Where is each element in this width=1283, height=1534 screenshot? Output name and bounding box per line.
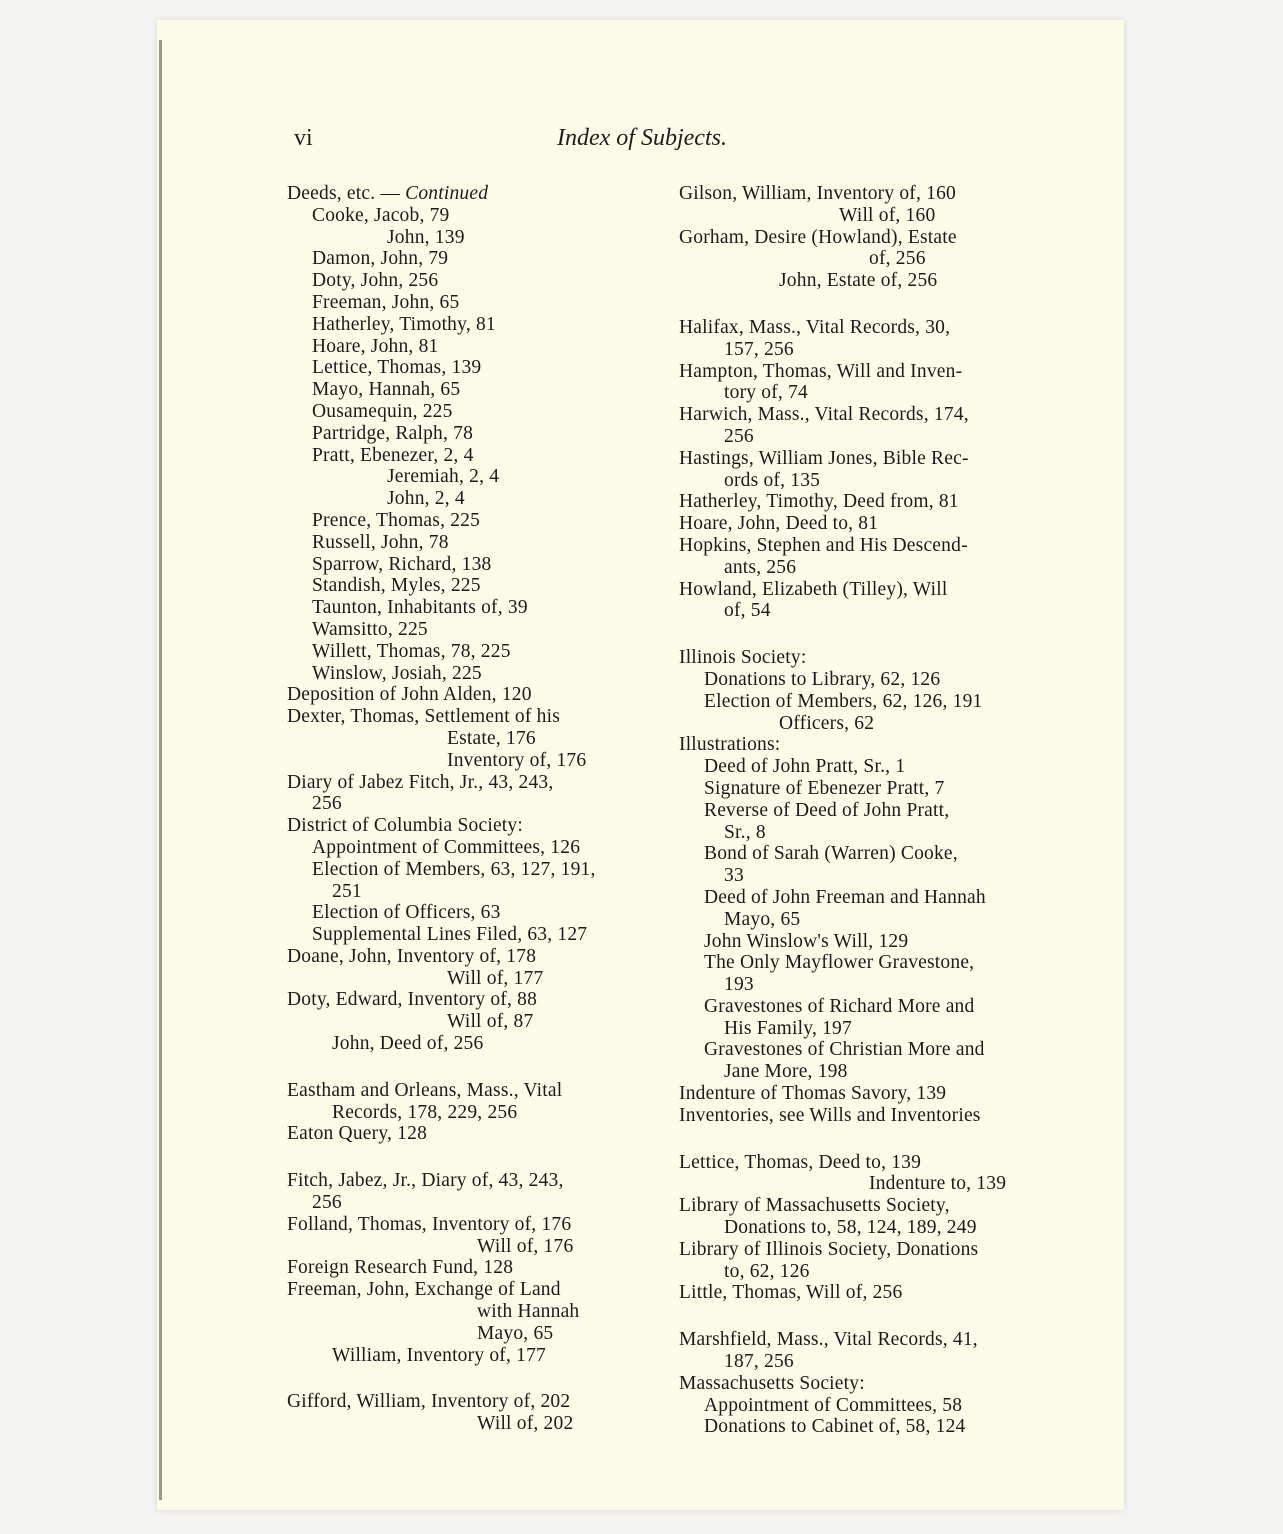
entry-gap — [679, 292, 1044, 317]
index-entry — [679, 227, 1044, 249]
index-entry-text: of, 54 — [724, 600, 771, 622]
index-entry — [287, 859, 652, 881]
index-entry-text: 33 — [724, 865, 744, 887]
index-entry — [679, 800, 1044, 822]
index-entry — [287, 1123, 652, 1145]
index-entry — [679, 535, 1044, 557]
index-entry-text: Eastham and Orleans, Mass., Vital — [287, 1079, 563, 1101]
index-entry-text: Will of, 177 — [447, 967, 544, 989]
index-entry-text: 256 — [312, 793, 342, 815]
index-entry — [287, 1391, 652, 1413]
index-entry-text: Halifax, Mass., Vital Records, 30, — [679, 316, 951, 338]
index-entry — [287, 270, 652, 292]
index-entry — [287, 597, 652, 619]
index-entry — [287, 684, 652, 706]
index-entry-text: Donations to Cabinet of, 58, 124 — [704, 1416, 966, 1438]
index-entry — [679, 1373, 1044, 1395]
index-entry-text: Foreign Research Fund, 128 — [287, 1257, 514, 1279]
index-entry-text: Reverse of Deed of John Pratt, — [704, 799, 950, 821]
index-entry — [287, 554, 652, 576]
index-entry-text: Inventory of, 176 — [447, 749, 587, 771]
index-entry-text: John, Estate of, 256 — [779, 270, 938, 292]
index-entry-text: Harwich, Mass., Vital Records, 174, — [679, 404, 969, 426]
index-entry — [287, 336, 652, 358]
index-entry-text: Howland, Elizabeth (Tilley), Will — [679, 578, 948, 600]
index-entry-text: Wamsitto, 225 — [312, 618, 428, 640]
index-entry-text: Standish, Myles, 225 — [312, 575, 481, 597]
index-entry-text: Lettice, Thomas, Deed to, 139 — [679, 1151, 922, 1173]
index-entry — [287, 532, 652, 554]
index-entry — [287, 706, 652, 728]
index-entry-text: Taunton, Inhabitants of, 39 — [312, 597, 528, 619]
index-entry — [679, 183, 1044, 205]
index-entry — [287, 445, 652, 467]
index-entry-text: John, Deed of, 256 — [332, 1033, 484, 1055]
index-entry-text: Election of Officers, 63 — [312, 902, 501, 924]
index-entry — [287, 1102, 652, 1124]
index-entry-text: Marshfield, Mass., Vital Records, 41, — [679, 1329, 978, 1351]
index-entry — [287, 1257, 652, 1279]
index-entry — [679, 1416, 1044, 1438]
index-entry — [679, 996, 1044, 1018]
index-entry-text: Fitch, Jabez, Jr., Diary of, 43, 243, — [287, 1170, 564, 1192]
index-entry — [287, 1323, 652, 1345]
index-entry — [679, 1261, 1044, 1283]
index-entry-text: Election of Members, 63, 127, 191, — [312, 858, 596, 880]
index-entry-text: Donations to, 58, 124, 189, 249 — [724, 1217, 977, 1239]
index-entry-text: Officers, 62 — [779, 712, 875, 734]
index-entry — [287, 989, 652, 1011]
index-entry-text: Doty, Edward, Inventory of, 88 — [287, 989, 538, 1011]
index-entry-text: Indenture to, 139 — [869, 1173, 1007, 1195]
index-entry — [287, 1214, 652, 1236]
index-entry-text: Cooke, Jacob, 79 — [312, 204, 450, 226]
index-entry — [679, 669, 1044, 691]
index-entry — [679, 1239, 1044, 1261]
index-entry-text: Will of, 202 — [477, 1413, 574, 1435]
index-entry-text: Willett, Thomas, 78, 225 — [312, 640, 511, 662]
index-entry — [679, 1083, 1044, 1105]
index-entry-text: Ousamequin, 225 — [312, 400, 453, 422]
index-entry-text: tory of, 74 — [724, 382, 808, 404]
index-entry — [679, 1173, 1044, 1195]
index-entry — [287, 641, 652, 663]
index-entry — [679, 734, 1044, 756]
index-entry-text: Will of, 176 — [477, 1235, 574, 1257]
index-entry — [287, 423, 652, 445]
index-entry — [287, 466, 652, 488]
index-entry-text: to, 62, 126 — [724, 1260, 810, 1282]
index-entry — [679, 205, 1044, 227]
index-entry — [287, 205, 652, 227]
entry-gap — [287, 1055, 652, 1080]
index-entry — [287, 837, 652, 859]
index-entry-text: Deed of John Pratt, Sr., 1 — [704, 756, 906, 778]
index-entry-text: ants, 256 — [724, 556, 797, 578]
index-entry — [679, 1217, 1044, 1239]
index-entry — [679, 470, 1044, 492]
index-entry — [679, 404, 1044, 426]
index-entry — [287, 1192, 652, 1214]
index-entry-text: District of Columbia Society: — [287, 815, 523, 837]
index-entry — [287, 663, 652, 685]
index-entry — [287, 772, 652, 794]
index-entry-text: Will of, 160 — [839, 204, 936, 226]
index-column-left — [287, 183, 652, 1435]
index-entry — [679, 909, 1044, 931]
index-entry — [287, 924, 652, 946]
index-entry — [287, 1170, 652, 1192]
index-entry-text: Sr., 8 — [724, 821, 766, 843]
entry-gap — [679, 1304, 1044, 1329]
index-entry — [287, 1080, 652, 1102]
index-entry — [679, 691, 1044, 713]
index-entry — [679, 1018, 1044, 1040]
index-entry — [287, 815, 652, 837]
index-entry-text: Hastings, William Jones, Bible Rec- — [679, 447, 969, 469]
index-entry — [679, 1039, 1044, 1061]
index-entry — [287, 379, 652, 401]
index-entry — [679, 600, 1044, 622]
index-entry-text: Mayo, Hannah, 65 — [312, 379, 461, 401]
index-entry — [679, 756, 1044, 778]
continued-label: Continued — [405, 183, 489, 204]
index-entry-text: Damon, John, 79 — [312, 248, 449, 270]
page-number: vi — [294, 125, 313, 151]
index-entry-text: Hampton, Thomas, Will and Inven- — [679, 360, 963, 382]
index-entry-text: Pratt, Ebenezer, 2, 4 — [312, 444, 474, 466]
index-entry — [287, 248, 652, 270]
index-entry — [679, 778, 1044, 800]
index-entry — [287, 183, 652, 205]
index-entry — [287, 1236, 652, 1258]
index-entry — [287, 968, 652, 990]
index-entry-text: Russell, John, 78 — [312, 531, 449, 553]
index-entry — [287, 401, 652, 423]
index-entry — [679, 713, 1044, 735]
index-entry — [679, 579, 1044, 601]
index-entry — [679, 248, 1044, 270]
index-entry — [679, 361, 1044, 383]
index-entry — [287, 292, 652, 314]
index-entry — [679, 1282, 1044, 1304]
book-page — [157, 20, 1124, 1510]
entry-gap — [287, 1145, 652, 1170]
index-entry-text: 187, 256 — [724, 1351, 794, 1373]
entry-gap — [679, 622, 1044, 647]
index-entry-text: Jane More, 198 — [724, 1061, 848, 1083]
index-entry-text: Estate, 176 — [447, 727, 536, 749]
index-entry-text: Freeman, John, Exchange of Land — [287, 1279, 561, 1301]
index-entry-text: Folland, Thomas, Inventory of, 176 — [287, 1213, 572, 1235]
page-title: Index of Subjects. — [557, 125, 727, 151]
index-entry-text: Gravestones of Richard More and — [704, 995, 975, 1017]
index-entry-text: Bond of Sarah (Warren) Cooke, — [704, 843, 958, 865]
index-entry-text: 157, 256 — [724, 338, 794, 360]
index-entry-text: Sparrow, Richard, 138 — [312, 553, 492, 575]
index-entry — [679, 887, 1044, 909]
index-entry — [287, 314, 652, 336]
index-entry-text: with Hannah — [477, 1301, 580, 1323]
index-entry-text: 256 — [312, 1192, 342, 1214]
index-entry — [287, 1413, 652, 1435]
index-entry-text: Doty, John, 256 — [312, 270, 439, 292]
index-entry-text: Lettice, Thomas, 139 — [312, 357, 482, 379]
index-entry-text: Library of Illinois Society, Donations — [679, 1238, 979, 1260]
index-entry-text: Gravestones of Christian More and — [704, 1039, 985, 1061]
index-entry-text: Winslow, Josiah, 225 — [312, 662, 482, 684]
index-entry-text: Jeremiah, 2, 4 — [387, 466, 500, 488]
index-entry — [679, 1329, 1044, 1351]
index-entry — [679, 317, 1044, 339]
index-entry — [287, 1301, 652, 1323]
index-entry — [287, 510, 652, 532]
index-entry — [287, 575, 652, 597]
index-entry-text: Gifford, William, Inventory of, 202 — [287, 1391, 571, 1413]
index-entry-text: Little, Thomas, Will of, 256 — [679, 1282, 903, 1304]
index-entry — [679, 1061, 1044, 1083]
running-header — [157, 120, 1124, 156]
index-entry — [679, 952, 1044, 974]
index-entry-text: Gilson, William, Inventory of, 160 — [679, 183, 957, 204]
index-entry — [679, 339, 1044, 361]
index-entry — [679, 1351, 1044, 1373]
index-entry-text: Prence, Thomas, 225 — [312, 509, 481, 531]
index-entry — [679, 513, 1044, 535]
index-entry-text: Hatherley, Timothy, Deed from, 81 — [679, 491, 959, 513]
index-entry — [679, 647, 1044, 669]
index-entry — [679, 426, 1044, 448]
index-entry-text: Diary of Jabez Fitch, Jr., 43, 243, — [287, 771, 554, 793]
index-entry-text: 251 — [332, 880, 362, 902]
index-entry-text: Partridge, Ralph, 78 — [312, 422, 474, 444]
index-column-right — [679, 183, 1044, 1438]
index-entry-text: Library of Massachusetts Society, — [679, 1195, 950, 1217]
index-entry — [287, 1345, 652, 1367]
index-entry — [679, 491, 1044, 513]
index-entry-text: John Winslow's Will, 129 — [704, 930, 909, 952]
index-entry — [679, 1195, 1044, 1217]
index-entry-text: of, 256 — [869, 248, 926, 270]
index-entry — [679, 448, 1044, 470]
index-entry-text: Will of, 87 — [447, 1011, 534, 1033]
index-entry-text: Deed of John Freeman and Hannah — [704, 886, 986, 908]
index-entry — [679, 1152, 1044, 1174]
index-entry-text: His Family, 197 — [724, 1017, 852, 1039]
index-entry — [287, 793, 652, 815]
index-entry-text: John, 139 — [387, 226, 465, 248]
index-entry — [287, 881, 652, 903]
index-entry — [679, 974, 1044, 996]
index-entry-text: Hoare, John, 81 — [312, 335, 439, 357]
index-entry — [287, 1279, 652, 1301]
index-entry-text: Eaton Query, 128 — [287, 1123, 428, 1145]
index-entry-text: Election of Members, 62, 126, 191 — [704, 690, 983, 712]
index-entry-text: Mayo, 65 — [724, 908, 801, 930]
index-entry — [679, 1395, 1044, 1417]
index-entry — [287, 1033, 652, 1055]
entry-gap — [679, 1127, 1044, 1152]
index-entry-text: Supplemental Lines Filed, 63, 127 — [312, 924, 588, 946]
index-entry-text: Indenture of Thomas Savory, 139 — [679, 1083, 947, 1105]
index-entry-text: 256 — [724, 425, 754, 447]
index-entry-text: Deeds, etc. — — [287, 183, 406, 204]
index-entry — [679, 843, 1044, 865]
index-entry — [287, 619, 652, 641]
index-entry — [679, 382, 1044, 404]
index-entry — [287, 488, 652, 510]
index-entry-text: Dexter, Thomas, Settlement of his — [287, 706, 560, 728]
index-entry-text: Mayo, 65 — [477, 1322, 554, 1344]
index-entry — [679, 865, 1044, 887]
index-entry — [679, 270, 1044, 292]
index-entry — [287, 902, 652, 924]
index-entry-text: Records, 178, 229, 256 — [332, 1101, 518, 1123]
index-entry-text: Massachusetts Society: — [679, 1372, 865, 1394]
entry-gap — [287, 1366, 652, 1391]
index-entry — [287, 750, 652, 772]
index-entry-text: Inventories, see Wills and Inventories — [679, 1104, 981, 1126]
index-entry-text: Hopkins, Stephen and His Descend- — [679, 534, 968, 556]
index-entry — [679, 557, 1044, 579]
index-entry-text: Doane, John, Inventory of, 178 — [287, 945, 537, 967]
index-entry — [679, 931, 1044, 953]
index-entry-text: Illinois Society: — [679, 647, 807, 669]
index-entry-text: 193 — [724, 974, 754, 996]
index-entry-text: Illustrations: — [679, 734, 781, 756]
index-entry-text: Donations to Library, 62, 126 — [704, 668, 941, 690]
index-entry-text: Signature of Ebenezer Pratt, 7 — [704, 777, 945, 799]
index-entry-text: Gorham, Desire (Howland), Estate — [679, 226, 957, 248]
index-entry-text: Appointment of Committees, 58 — [704, 1394, 963, 1416]
index-entry-text: Hoare, John, Deed to, 81 — [679, 513, 879, 535]
page-spine-edge — [159, 40, 162, 1500]
index-entry — [679, 822, 1044, 844]
index-entry — [287, 357, 652, 379]
index-entry — [679, 1105, 1044, 1127]
index-entry-text: Hatherley, Timothy, 81 — [312, 313, 496, 335]
index-entry-text: Appointment of Committees, 126 — [312, 836, 581, 858]
index-entry — [287, 946, 652, 968]
index-entry-text: ords of, 135 — [724, 469, 821, 491]
index-entry — [287, 728, 652, 750]
index-entry-text: William, Inventory of, 177 — [332, 1344, 546, 1366]
index-entry — [287, 227, 652, 249]
index-entry-text: The Only Mayflower Gravestone, — [704, 952, 975, 974]
index-entry-text: Deposition of John Alden, 120 — [287, 684, 532, 706]
index-entry-text: John, 2, 4 — [387, 488, 465, 510]
index-entry-text: Freeman, John, 65 — [312, 291, 460, 313]
index-entry — [287, 1011, 652, 1033]
